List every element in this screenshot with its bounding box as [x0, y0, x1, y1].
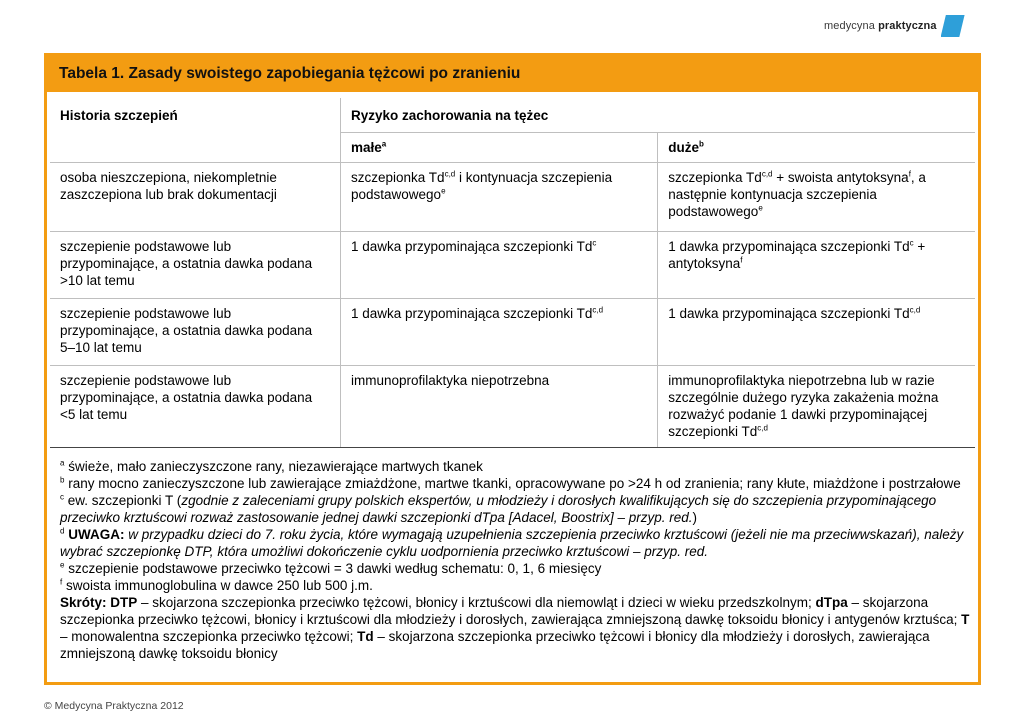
footnote-f: $^f$ swoista immunoglobulina w dawce 250 lub 500 j.m. — [60, 577, 373, 593]
cell-history: osoba nieszczepiona, niekompletnie zaszczepiona lub brak dokumentacji — [50, 163, 341, 232]
table-footnotes — [60, 458, 972, 662]
cell-small-risk: 1 dawka przypominająca szczepionki Td$^{c,d}$ — [341, 299, 658, 366]
cell-history: szczepienie podstawowe lub przypominające, a ostatnia dawka podana >10 lat temu — [50, 232, 341, 299]
footnote-b: $^b$ rany mocno zanieczyszczone lub zawierające zmiażdżone, martwe tkanki, opracowywane po >24 h od zranienia; rany kłute, miażdżone i postrzałowe — [60, 475, 961, 491]
header-history: Historia szczepień — [50, 98, 341, 163]
cell-history: szczepienie podstawowe lub przypominające, a ostatnia dawka podana 5–10 lat temu — [50, 299, 341, 366]
brand-name: medycyna praktyczna — [824, 20, 937, 32]
table-row — [50, 366, 975, 448]
footnote-e: $^e$ szczepienie podstawowe przeciwko tężcowi = 3 dawki według schematu: 0, 1, 6 miesięcy — [60, 560, 602, 576]
brand-mark-icon — [941, 15, 965, 37]
header-risk: Ryzyko zachorowania na tężec — [341, 98, 976, 133]
vaccination-table — [50, 98, 975, 448]
header-small-risk: małe$^a$ — [341, 133, 658, 163]
abbreviations: Skróty: DTP – skojarzona szczepionka przeciwko tężcowi, błonicy i krztuścowi dla niemowląt i dzieci w wieku przedszkolnym; dTpa – skojarzona szczepionka przeciwko tężcowi, błonicy i krztuścowi dla młodzieży i dorosłych, zawierająca zmniejszoną dawkę toksoidu błonicy i antygenów krztuśca; T – monowalentna szczepionka przeciwko tężcowi; Td – skojarzona szczepionka przeciwko tężcowi i błonicy dla młodzieży i dorosłych, zawierająca zmniejszoną dawkę toksoidu błonicy — [60, 595, 970, 661]
cell-large-risk: 1 dawka przypominająca szczepionki Td$^{c,d}$ — [658, 299, 975, 366]
table-frame — [44, 53, 981, 685]
cell-small-risk: szczepionka Td$^{c,d}$ i kontynuacja szczepienia podstawowego$^e$ — [341, 163, 658, 232]
cell-history: szczepienie podstawowe lub przypominające, a ostatnia dawka podana <5 lat temu — [50, 366, 341, 448]
header-large-risk: duże$^b$ — [658, 133, 975, 163]
table-row — [50, 299, 975, 366]
cell-large-risk: immunoprofilaktyka niepotrzebna lub w razie szczególnie dużego ryzyka zakażenia można rozważyć podanie 1 dawki przypominającej szczepionki Td$^{c,d}$ — [658, 366, 975, 448]
cell-large-risk: szczepionka Td$^{c,d}$ + swoista antytoksyna$^f$, a następnie kontynuacja szczepienia podstawowego$^e$ — [658, 163, 975, 232]
footnote-a: $^a$ świeże, mało zanieczyszczone rany, niezawierające martwych tkanek — [60, 458, 483, 474]
brand-logo — [824, 14, 965, 38]
copyright-footer: © Medycyna Praktyczna 2012 — [44, 700, 184, 712]
cell-small-risk: immunoprofilaktyka niepotrzebna — [341, 366, 658, 448]
footnote-c: $^c$ ew. szczepionki T (zgodnie z zaleceniami grupy polskich ekspertów, u młodzieży i dorosłych kwalifikujących się do szczepienia przypominającego przeciwko krztuścowi rozważ zastosowanie jednej dawki szczepionki dTpa [Adacel, Boostrix] – przyp. red.) — [60, 492, 937, 525]
table-row — [50, 232, 975, 299]
table-title-bar — [47, 56, 978, 92]
table-title: Tabela 1. Zasady swoistego zapobiegania tężcowi po zranieniu — [59, 65, 521, 82]
footnote-d: $^d$ UWAGA: w przypadku dzieci do 7. roku życia, które wymagają uzupełnienia szczepienia przeciwko krztuścowi (jeżeli nie ma przeciwwskazań), należy wybrać szczepionkę DTP, która umożliwi dokończenie cyklu uodpornienia przeciwko krztuścowi – przyp. red. — [60, 526, 964, 559]
cell-large-risk: 1 dawka przypominająca szczepionki $Td^c$ + antytoksyna$^f$ — [658, 232, 975, 299]
cell-small-risk: 1 dawka przypominająca szczepionki Td$^c$ — [341, 232, 658, 299]
table-header-row — [50, 98, 975, 133]
table-row — [50, 163, 975, 232]
